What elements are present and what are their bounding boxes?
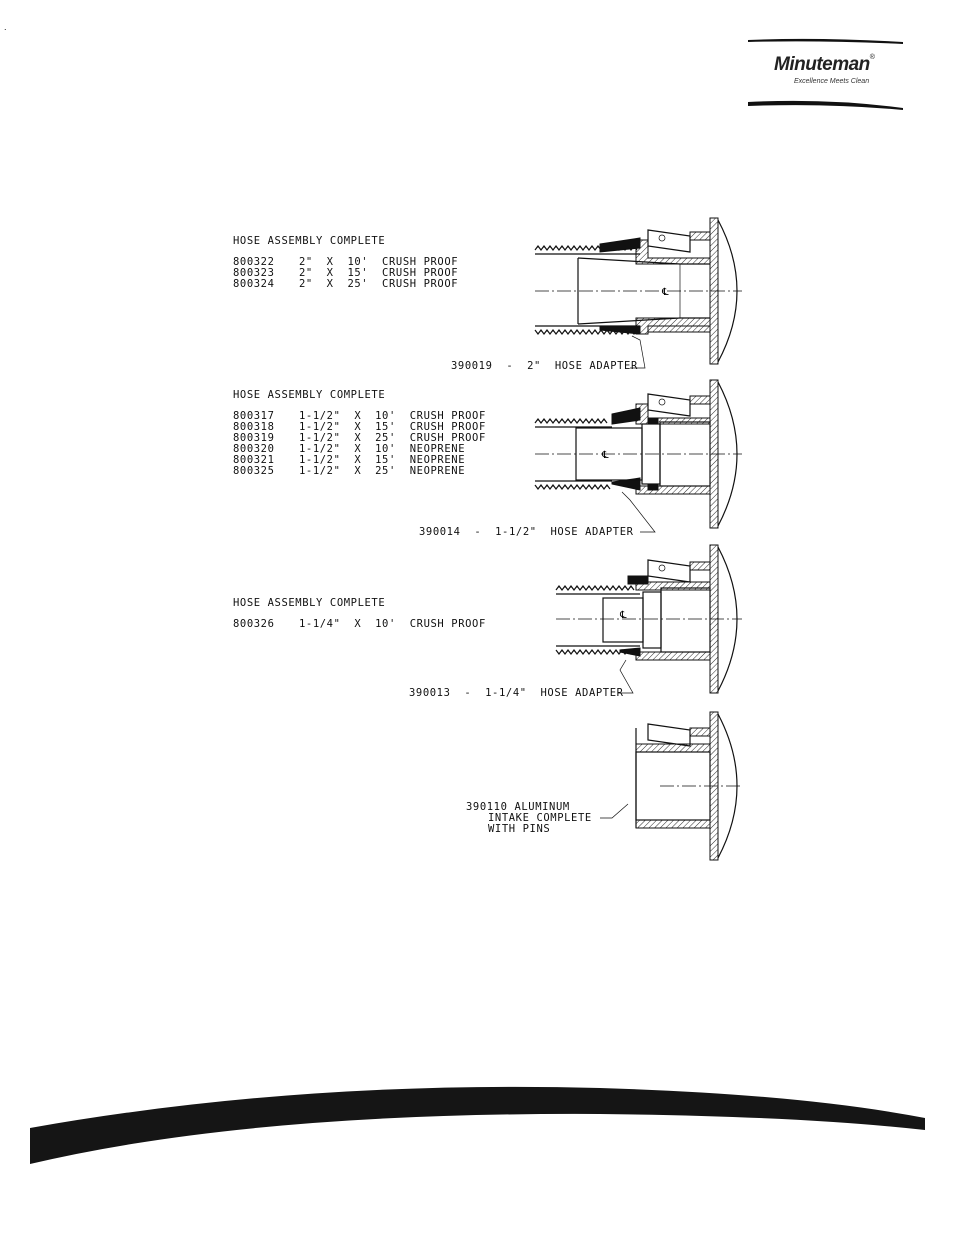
callout-line: WITH PINS xyxy=(488,823,551,835)
part-description: 1-1/2" X 15' CRUSH PROOF xyxy=(299,421,486,433)
hose-corrugation-top xyxy=(535,419,607,423)
drawing-1-5in-hose-adapter xyxy=(535,380,742,532)
part-description: 2" X 25' CRUSH PROOF xyxy=(299,278,459,290)
latch xyxy=(648,394,690,416)
centerline-symbol: ℄ xyxy=(602,450,609,461)
part-description: 1-1/2" X 10' CRUSH PROOF xyxy=(299,410,486,422)
callout-leader xyxy=(630,336,645,368)
part-description: 2" X 15' CRUSH PROOF xyxy=(299,267,459,279)
section-2-title: HOSE ASSEMBLY COMPLETE xyxy=(233,389,386,401)
part-description: 1-1/2" X 15' NEOPRENE xyxy=(299,454,466,466)
part-number: 800317 xyxy=(233,410,275,422)
callout-leader xyxy=(618,660,633,693)
part-number: 800324 xyxy=(233,278,275,290)
callout-line: 390110 ALUMINUM xyxy=(466,801,570,813)
logo-tagline: Excellence Meets Clean xyxy=(794,78,870,85)
hose-corrugation-top xyxy=(556,586,634,590)
footer-swoosh xyxy=(0,1080,954,1170)
part-description: 1-1/2" X 25' CRUSH PROOF xyxy=(299,432,486,444)
part-number: 800318 xyxy=(233,421,275,433)
drawing-aluminum-intake xyxy=(600,712,742,860)
section-3-title: HOSE ASSEMBLY COMPLETE xyxy=(233,597,386,609)
part-description: 2" X 10' CRUSH PROOF xyxy=(299,256,459,268)
callout-line: INTAKE COMPLETE xyxy=(488,812,592,824)
part-number: 800326 xyxy=(233,618,275,630)
part-number: 800319 xyxy=(233,432,275,444)
part-description: 1-1/4" X 10' CRUSH PROOF xyxy=(299,618,486,630)
part-number: 800323 xyxy=(233,267,275,279)
corner-mark: . xyxy=(4,22,7,32)
centerline-symbol: ℄ xyxy=(620,610,627,621)
part-description: 1-1/2" X 25' NEOPRENE xyxy=(299,465,466,477)
section-1-title: HOSE ASSEMBLY COMPLETE xyxy=(233,235,386,247)
logo-brand-name: Minuteman xyxy=(774,54,870,75)
logo-registered-mark: ® xyxy=(869,54,875,61)
centerline-symbol: ℄ xyxy=(662,287,669,298)
part-number: 800322 xyxy=(233,256,275,268)
part-number: 800320 xyxy=(233,443,275,455)
section-3-callout: 390013 - 1-1/4" HOSE ADAPTER xyxy=(409,687,624,699)
callout-leader xyxy=(600,804,628,818)
section-2-callout: 390014 - 1-1/2" HOSE ADAPTER xyxy=(419,526,634,538)
latch xyxy=(648,230,690,252)
callout-leader xyxy=(622,492,655,532)
latch xyxy=(648,560,690,582)
section-1-callout: 390019 - 2" HOSE ADAPTER xyxy=(451,360,638,372)
latch xyxy=(648,724,690,746)
part-number: 800325 xyxy=(233,465,275,477)
part-description: 1-1/2" X 10' NEOPRENE xyxy=(299,443,466,455)
drawing-2in-hose-adapter xyxy=(535,218,742,368)
hose-corrugation-bottom xyxy=(535,485,610,489)
drawing-1-25in-hose-adapter xyxy=(556,545,742,693)
part-number: 800321 xyxy=(233,454,275,466)
